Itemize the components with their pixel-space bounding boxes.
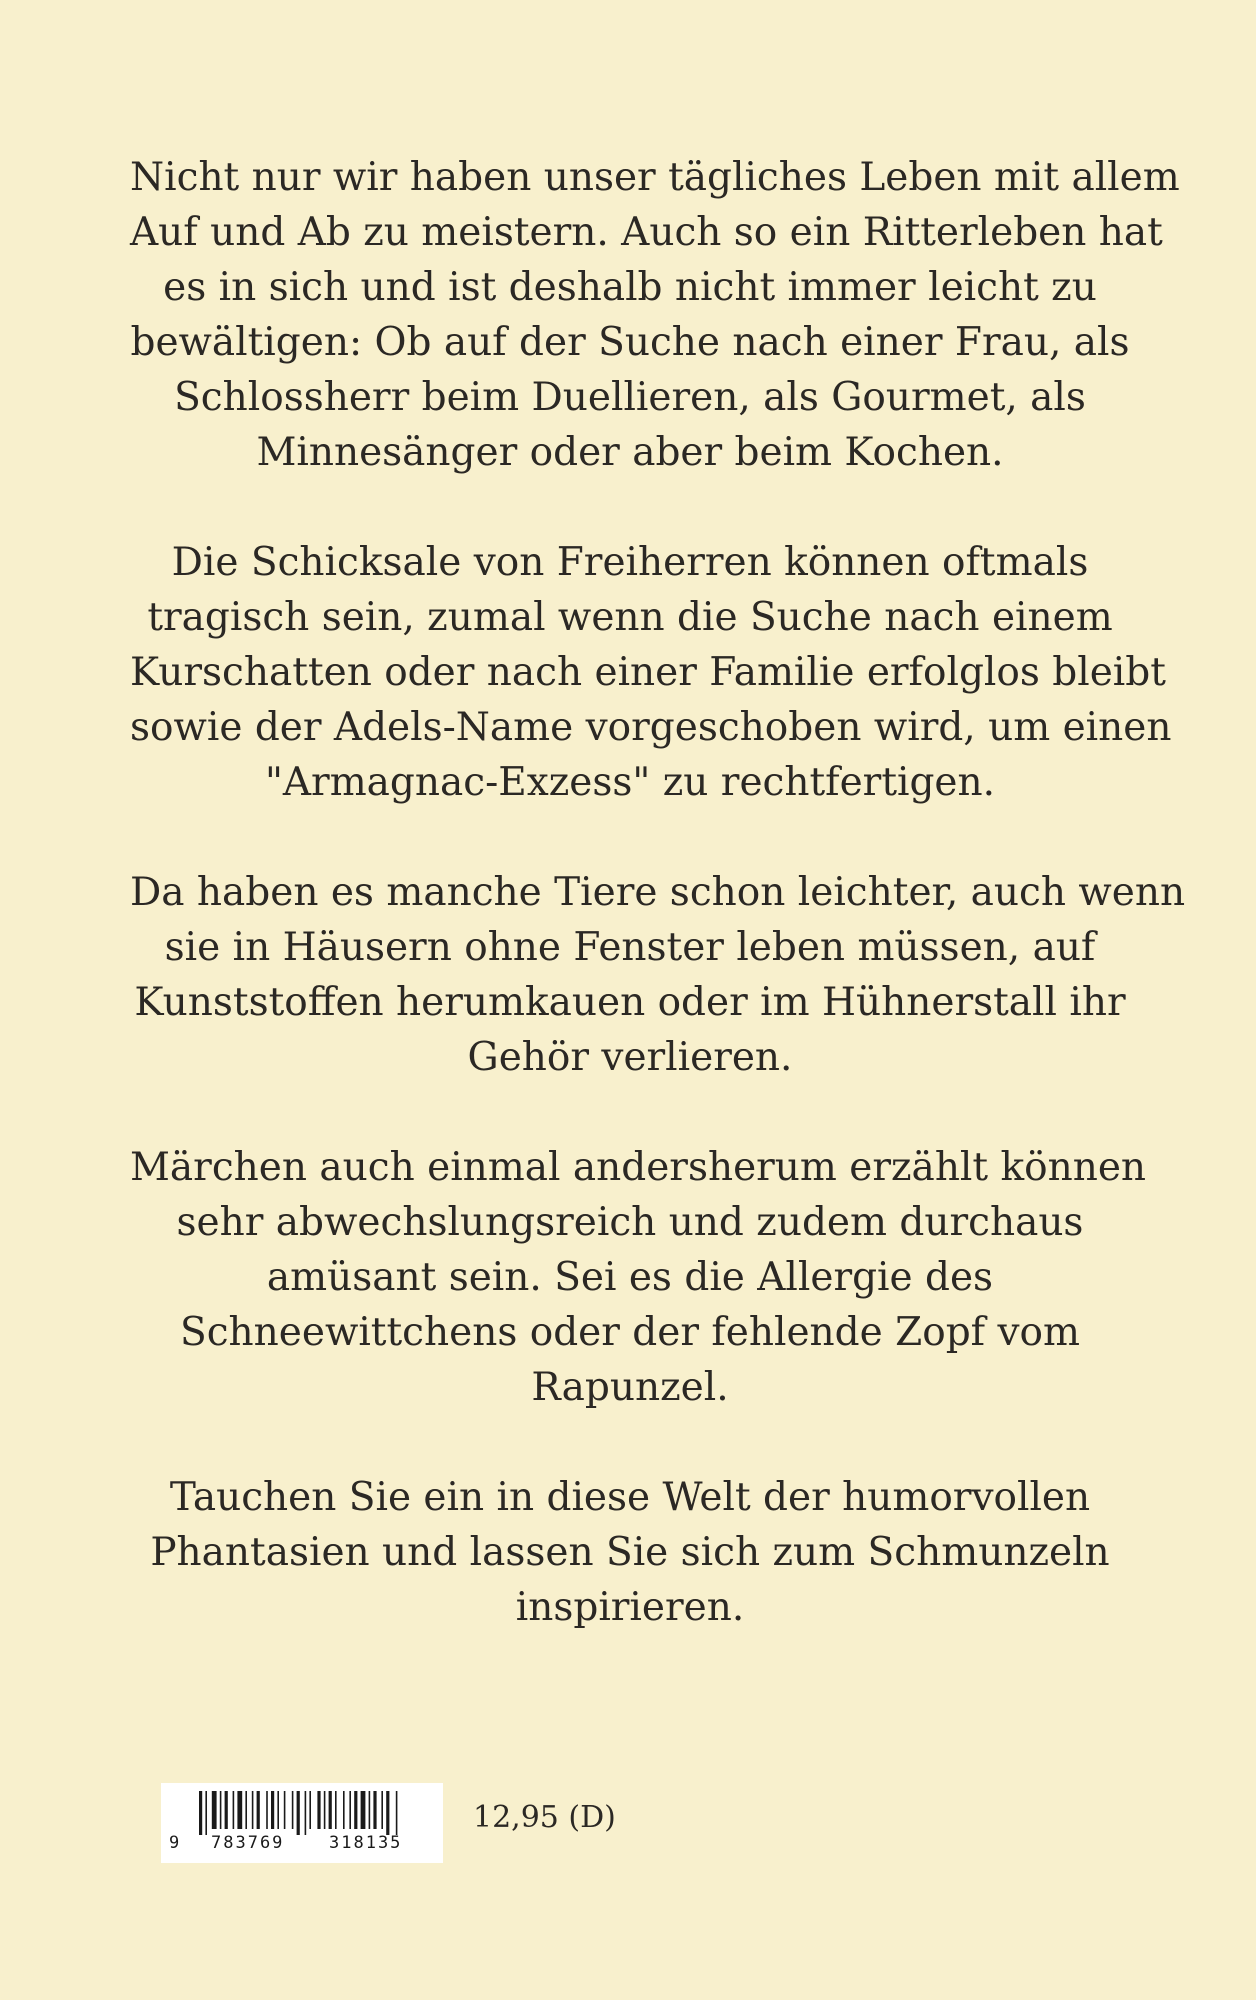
blurb-line: tragisch sein, zumal wenn die Suche nach einem [147, 595, 1113, 640]
blurb-paragraph [130, 865, 1186, 1085]
blurb-line: Tauchen Sie ein in diese Welt der humorvollen [169, 1475, 1091, 1520]
blurb-line: bewältigen: Ob auf der Suche nach einer Frau, als [130, 320, 1130, 365]
blurb-paragraph [130, 1470, 1130, 1635]
blurb-line: Kunststoffen herumkauen oder im Hühnerstall ihr [134, 980, 1126, 1025]
blurb-line: sehr abwechslungsreich und zudem durchaus [176, 1200, 1084, 1245]
barcode-digits [161, 1833, 443, 1857]
blurb-text [130, 150, 1186, 1690]
blurb-line: Märchen auch einmal andersherum erzählt können [130, 1145, 1147, 1190]
blurb-line: Kurschatten oder nach einer Familie erfolglos bleibt [130, 650, 1166, 695]
blurb-paragraph [130, 535, 1172, 810]
blurb-line: Die Schicksale von Freiherren können oftmals [171, 540, 1089, 585]
barcode-lead-digit: 9 [169, 1833, 180, 1853]
blurb-line: inspirieren. [515, 1585, 745, 1630]
blurb-line: "Armagnac-Exzess" zu rechtfertigen. [264, 760, 996, 805]
blurb-paragraph [130, 150, 1180, 480]
blurb-line: Nicht nur wir haben unser tägliches Leben mit allem [130, 155, 1180, 200]
blurb-paragraph [130, 1140, 1147, 1415]
blurb-line: Phantasien und lassen Sie sich zum Schmunzeln [150, 1530, 1110, 1575]
blurb-line: Rapunzel. [531, 1365, 729, 1410]
blurb-line: Da haben es manche Tiere schon leichter, auch wenn [130, 870, 1186, 915]
blurb-line: sie in Häusern ohne Fenster leben müssen, auf [164, 925, 1096, 970]
blurb-line: Gehör verlieren. [467, 1035, 793, 1080]
blurb-line: Schlossherr beim Duellieren, als Gourmet, als [174, 375, 1086, 420]
blurb-line: es in sich und ist deshalb nicht immer leicht zu [163, 265, 1097, 310]
blurb-line: Schneewittchens oder der fehlende Zopf vom [180, 1310, 1080, 1355]
barcode-left-group: 783769 [211, 1833, 285, 1853]
blurb-line: sowie der Adels-Name vorgeschoben wird, um einen [130, 705, 1172, 750]
isbn-barcode [161, 1783, 443, 1863]
blurb-line: Minnesänger oder aber beim Kochen. [256, 430, 1004, 475]
barcode-bars [161, 1783, 443, 1835]
blurb-line: Auf und Ab zu meistern. Auch so ein Ritterleben hat [130, 210, 1163, 255]
price-label: 12,95 (D) [473, 1800, 616, 1835]
blurb-line: amüsant sein. Sei es die Allergie des [266, 1255, 994, 1300]
barcode-right-group: 318135 [329, 1833, 403, 1853]
